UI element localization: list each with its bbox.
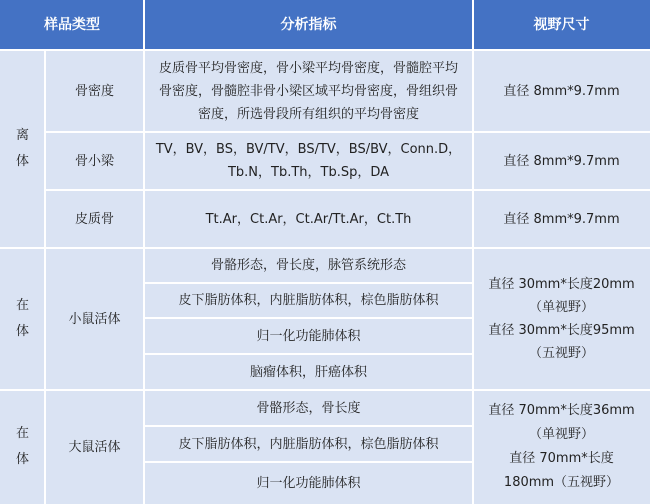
grid-hline-trabecular: [44, 189, 650, 191]
sample-mouse: 小鼠活体: [68, 311, 121, 327]
grid-vline-3: [472, 0, 474, 504]
index-rat-1: 骨骼形态，骨长度: [256, 400, 361, 416]
fov-rat: [473, 390, 650, 504]
header-sample-type: 样品类型: [0, 0, 144, 50]
fov-rat-line4: 180mm（五视野）: [503, 475, 620, 490]
group-in-vivo-rat: [0, 390, 45, 504]
fov-rat-line1: 直径 70mm*长度36mm: [488, 403, 635, 418]
group-in-vitro-char2: 体: [15, 154, 29, 169]
index-bone-density-line3: 密度，所选骨段所有组织的平均骨密度: [197, 106, 419, 122]
index-mouse-4: 脑瘤体积，肝癌体积: [249, 364, 367, 380]
fov-bone-density: 直径 8mm*9.7mm: [503, 83, 620, 99]
sample-cortical: 皮质骨: [74, 211, 114, 227]
grid-vline-1: [44, 50, 46, 504]
fov-mouse-line3: 直径 30mm*长度95mm: [488, 323, 635, 338]
index-trabecular-line2: Tb.N，Tb.Th，Tb.Sp，DA: [227, 165, 390, 180]
sample-bone-density: 骨密度: [74, 83, 114, 99]
grid-vline-2: [143, 0, 145, 504]
index-rat-3: 归一化功能肺体积: [256, 475, 361, 491]
grid-hline-mouse: [0, 389, 650, 391]
group-in-vivo-mouse-char1: 在: [15, 298, 29, 313]
header-fov-size: 视野尺寸: [473, 0, 650, 50]
index-cortical: Tt.Ar，Ct.Ar，Ct.Ar/Tt.Ar，Ct.Th: [205, 211, 412, 227]
index-trabecular-line1: TV，BV，BS，BV/TV，BS/TV，BS/BV，Conn.D，: [155, 142, 462, 157]
index-mouse-2: 皮下脂肪体积，内脏脂肪体积，棕色脂肪体积: [178, 293, 439, 308]
index-bone-density: [144, 50, 473, 132]
fov-mouse: [473, 248, 650, 390]
sample-trabecular: 骨小梁: [74, 153, 114, 169]
index-trabecular: [144, 132, 473, 190]
fov-mouse-line2: （单视野）: [528, 300, 594, 315]
fov-rat-line2: （单视野）: [528, 427, 594, 442]
grid-hline-mouse-2: [143, 317, 474, 319]
grid-hline-rat-1: [143, 425, 474, 427]
fov-mouse-line4: （五视野）: [528, 346, 594, 361]
sample-rat: 大鼠活体: [68, 439, 121, 455]
index-bone-density-line1: 皮质骨平均骨密度，骨小梁平均骨密度，骨髓腔平均: [158, 60, 458, 76]
grid-hline-mouse-1: [143, 282, 474, 284]
group-in-vivo-rat-char1: 在: [15, 426, 29, 441]
group-in-vitro-char1: 离: [15, 128, 29, 143]
grid-hline-bone-density: [44, 131, 650, 133]
grid-hline-header: [0, 49, 650, 51]
fov-mouse-line1: 直径 30mm*长度20mm: [488, 277, 635, 292]
grid-hline-mouse-3: [143, 353, 474, 355]
group-in-vivo-mouse: [0, 248, 45, 390]
fov-trabecular: 直径 8mm*9.7mm: [503, 153, 620, 169]
header-analysis-index: 分析指标: [144, 0, 473, 50]
group-in-vivo-rat-char2: 体: [15, 452, 29, 467]
grid-hline-in-vitro: [0, 247, 650, 249]
index-rat-2: 皮下脂肪体积，内脏脂肪体积，棕色脂肪体积: [178, 436, 439, 452]
index-bone-density-line2: 骨密度，骨髓腔非骨小梁区域平均骨密度，骨组织骨: [158, 83, 458, 99]
group-in-vitro: [0, 50, 45, 248]
index-mouse-3: 归一化功能肺体积: [256, 328, 361, 344]
group-in-vivo-mouse-char2: 体: [15, 324, 29, 339]
grid-hline-rat-2: [143, 461, 474, 463]
index-mouse-1: 骨骼形态，骨长度，脉管系统形态: [210, 258, 406, 273]
fov-rat-line3: 直径 70mm*长度: [509, 451, 614, 466]
fov-cortical: 直径 8mm*9.7mm: [503, 211, 620, 227]
